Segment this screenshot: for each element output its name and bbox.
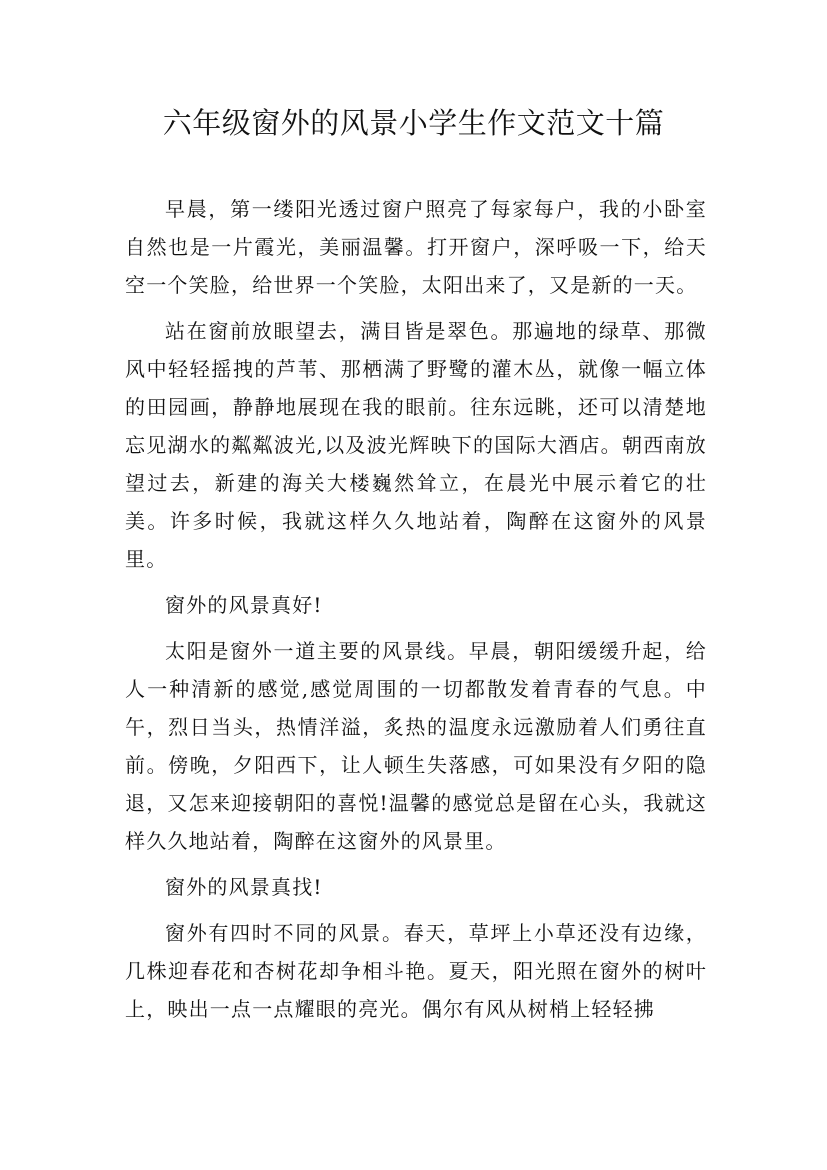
paragraph: 太阳是窗外一道主要的风景线。早晨，朝阳缓缓升起，给人一种清新的感觉,感觉周围的一切都散发着青春的气息。中午，烈日当头，热情洋溢，炙热的温度永远激励着人们勇往直前。傍晚，夕阳西下，让人顿生失落感，可如果没有夕阳的隐退，又怎来迎接朝阳的喜悦!温馨的感觉总是留在心头，我就这样久久地站着，陶醉在这窗外的风景里。 xyxy=(125,639,707,853)
paragraph: 站在窗前放眼望去，满目皆是翠色。那遍地的绿草、那微风中轻轻摇拽的芦苇、那栖满了野鹭的灌木丛，就像一幅立体的田园画，静静地展现在我的眼前。往东远眺，还可以清楚地忘见湖水的粼粼波光,以及波光辉映下的国际大酒店。朝西南放望过去，新建的海关大楼巍然耸立，在晨光中展示着它的壮美。许多时候，我就这样久久地站着，陶醉在这窗外的风景里。 xyxy=(125,319,707,571)
paragraph: 窗外的风景真好! xyxy=(165,593,323,617)
paragraph: 窗外的风景真找! xyxy=(165,875,323,899)
paragraph: 窗外有四时不同的风景。春天，草坪上小草还没有边缘，几株迎春花和杏树花却争相斗艳。夏天，阳光照在窗外的树叶上，映出一点一点耀眼的亮光。偶尔有风从树梢上轻轻拂 xyxy=(125,921,707,1021)
document-title: 六年级窗外的风景小学生作文范文十篇 xyxy=(162,106,665,140)
paragraph: 早晨，第一缕阳光透过窗户照亮了每家每户，我的小卧室自然也是一片霞光，美丽温馨。打开窗户，深呼吸一下，给天空一个笑脸，给世界一个笑脸，太阳出来了，又是新的一天。 xyxy=(125,197,707,297)
document-body xyxy=(125,190,707,1036)
